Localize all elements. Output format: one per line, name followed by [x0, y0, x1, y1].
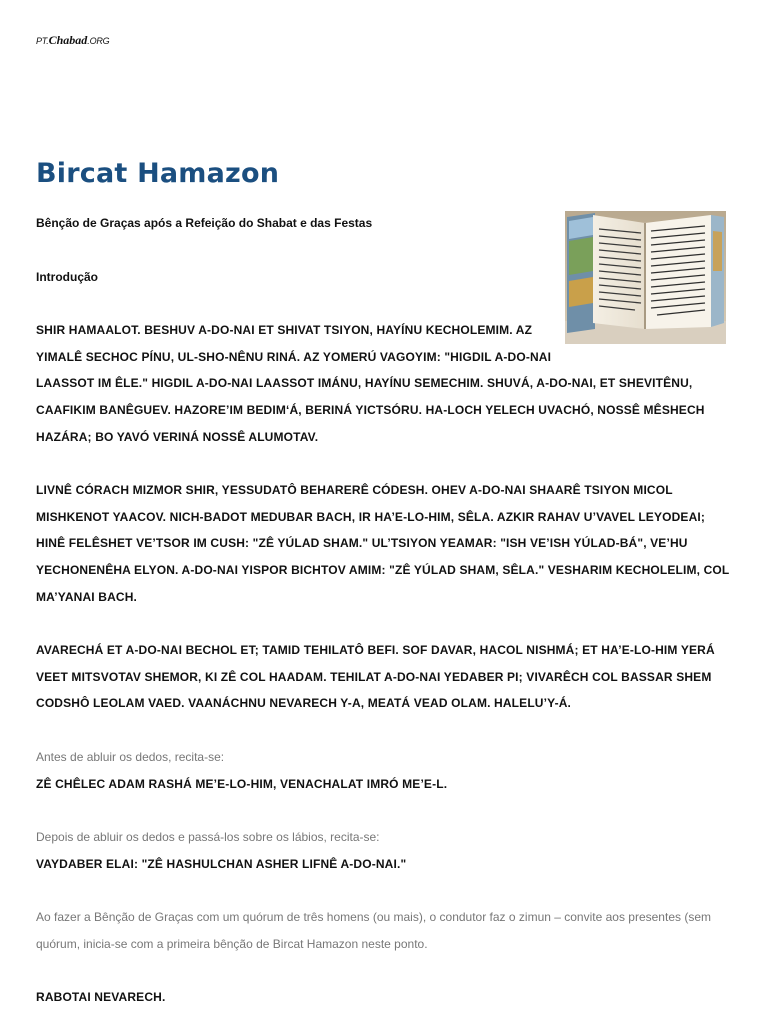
recitation-line-3: RABOTAI NEVARECH. [36, 990, 166, 1005]
recitation-line-1: ZÊ CHÊLEC ADAM RASHÁ ME’E-LO-HIM, VENACHALAT IMRÓ ME’E-L. [36, 776, 448, 791]
prayer-paragraph-1: SHIR HAMAALOT. BESHUV A-DO-NAI ET SHIVAT TSIYON, HAYÍNU KECHOLEMIM. AZ YIMALÊ SECHOC PÍNU, UL-SHO-NÊNU RINÁ. AZ YOMERÚ VAGOYIM: "HIGDIL A-DO-NAI LAASSOT IM ÊLE." HIGDIL A-DO-NAI LAASSOT IMÁNU, HAYÍNU SEMECHIM. SHUVÁ, A-DO-NAI, ET SHEVITÊNU, CAAFIKIM BANÊGUEV. HAZORE’IM BEDIM‘Á, BERINÁ YICTSÓRU. HA-LOCH YELECH UVACHÓ, NOSSÊ MÊSHECH HAZÁRA; BO YAVÓ VERINÁ NOSSÊ ALUMOTAV. [36, 323, 705, 444]
instruction-note-2: Depois de abluir os dedos e passá-los sobre os lábios, recita-se: [36, 830, 380, 845]
page-title: Bircat Hamazon [36, 158, 280, 189]
logo-brand: Chabad [48, 33, 88, 47]
subtitle: Bênção de Graças após a Refeição do Shabat e das Festas [36, 216, 373, 230]
site-logo[interactable] [36, 34, 109, 48]
recitation-line-2: VAYDABER ELAI: "ZÊ HASHULCHAN ASHER LIFNÊ A-DO-NAI." [36, 856, 407, 871]
article-body [36, 210, 736, 1011]
logo-prefix: PT. [36, 36, 49, 46]
logo-suffix: .ORG [87, 36, 110, 46]
instruction-note-1: Antes de abluir os dedos, recita-se: [36, 749, 225, 764]
intro-label: Introdução [36, 269, 98, 284]
instruction-note-3: Ao fazer a Bênção de Graças com um quórum de três homens (ou mais), o condutor faz o zimun – convite aos presentes (sem quórum, inicia-se com a primeira bênção de Bircat Hamazon neste ponto. [36, 910, 711, 951]
image-float-space [561, 210, 736, 350]
prayer-paragraph-3: AVARECHÁ ET A-DO-NAI BECHOL ET; TAMID TEHILATÔ BEFI. SOF DAVAR, HACOL NISHMÁ; ET HA’E-LO-HIM YERÁ VEET MITSVOTAV SHEMOR, KI ZÊ COL HAADAM. TEHILAT A-DO-NAI YEDABER PI; VIVARÊCH COL BASSAR SHEM CODSHÔ LEOLAM VAED. VAANÁCHNU NEVARECH Y-A, MEATÁ VEAD OLAM. HALELU’Y-Á. [36, 643, 715, 711]
prayer-paragraph-2: LIVNÊ CÓRACH MIZMOR SHIR, YESSUDATÔ BEHARERÊ CÓDESH. OHEV A-DO-NAI SHAARÊ TSIYON MICOL MISHKENOT YAACOV. NICH-BADOT MEDUBAR BACH, IR HA’E-LO-HIM, SÊLA. AZKIR RAHAV U’VAVEL LEYODEAI; HINÊ FELÊSHET VE’TSOR IM CUSH: "ZÊ YÚLAD SHAM." UL’TSIYON YEAMAR: "ISH VE’ISH YÚLAD-BÁ", VE’HU YECHONENÊHA ELYON. A-DO-NAI YISPOR BICHTOV AMIM: "ZÊ YÚLAD SHAM, SÊLA." VESHARIM KECHOLELIM, COL MA’YANAI BACH. [36, 483, 730, 604]
